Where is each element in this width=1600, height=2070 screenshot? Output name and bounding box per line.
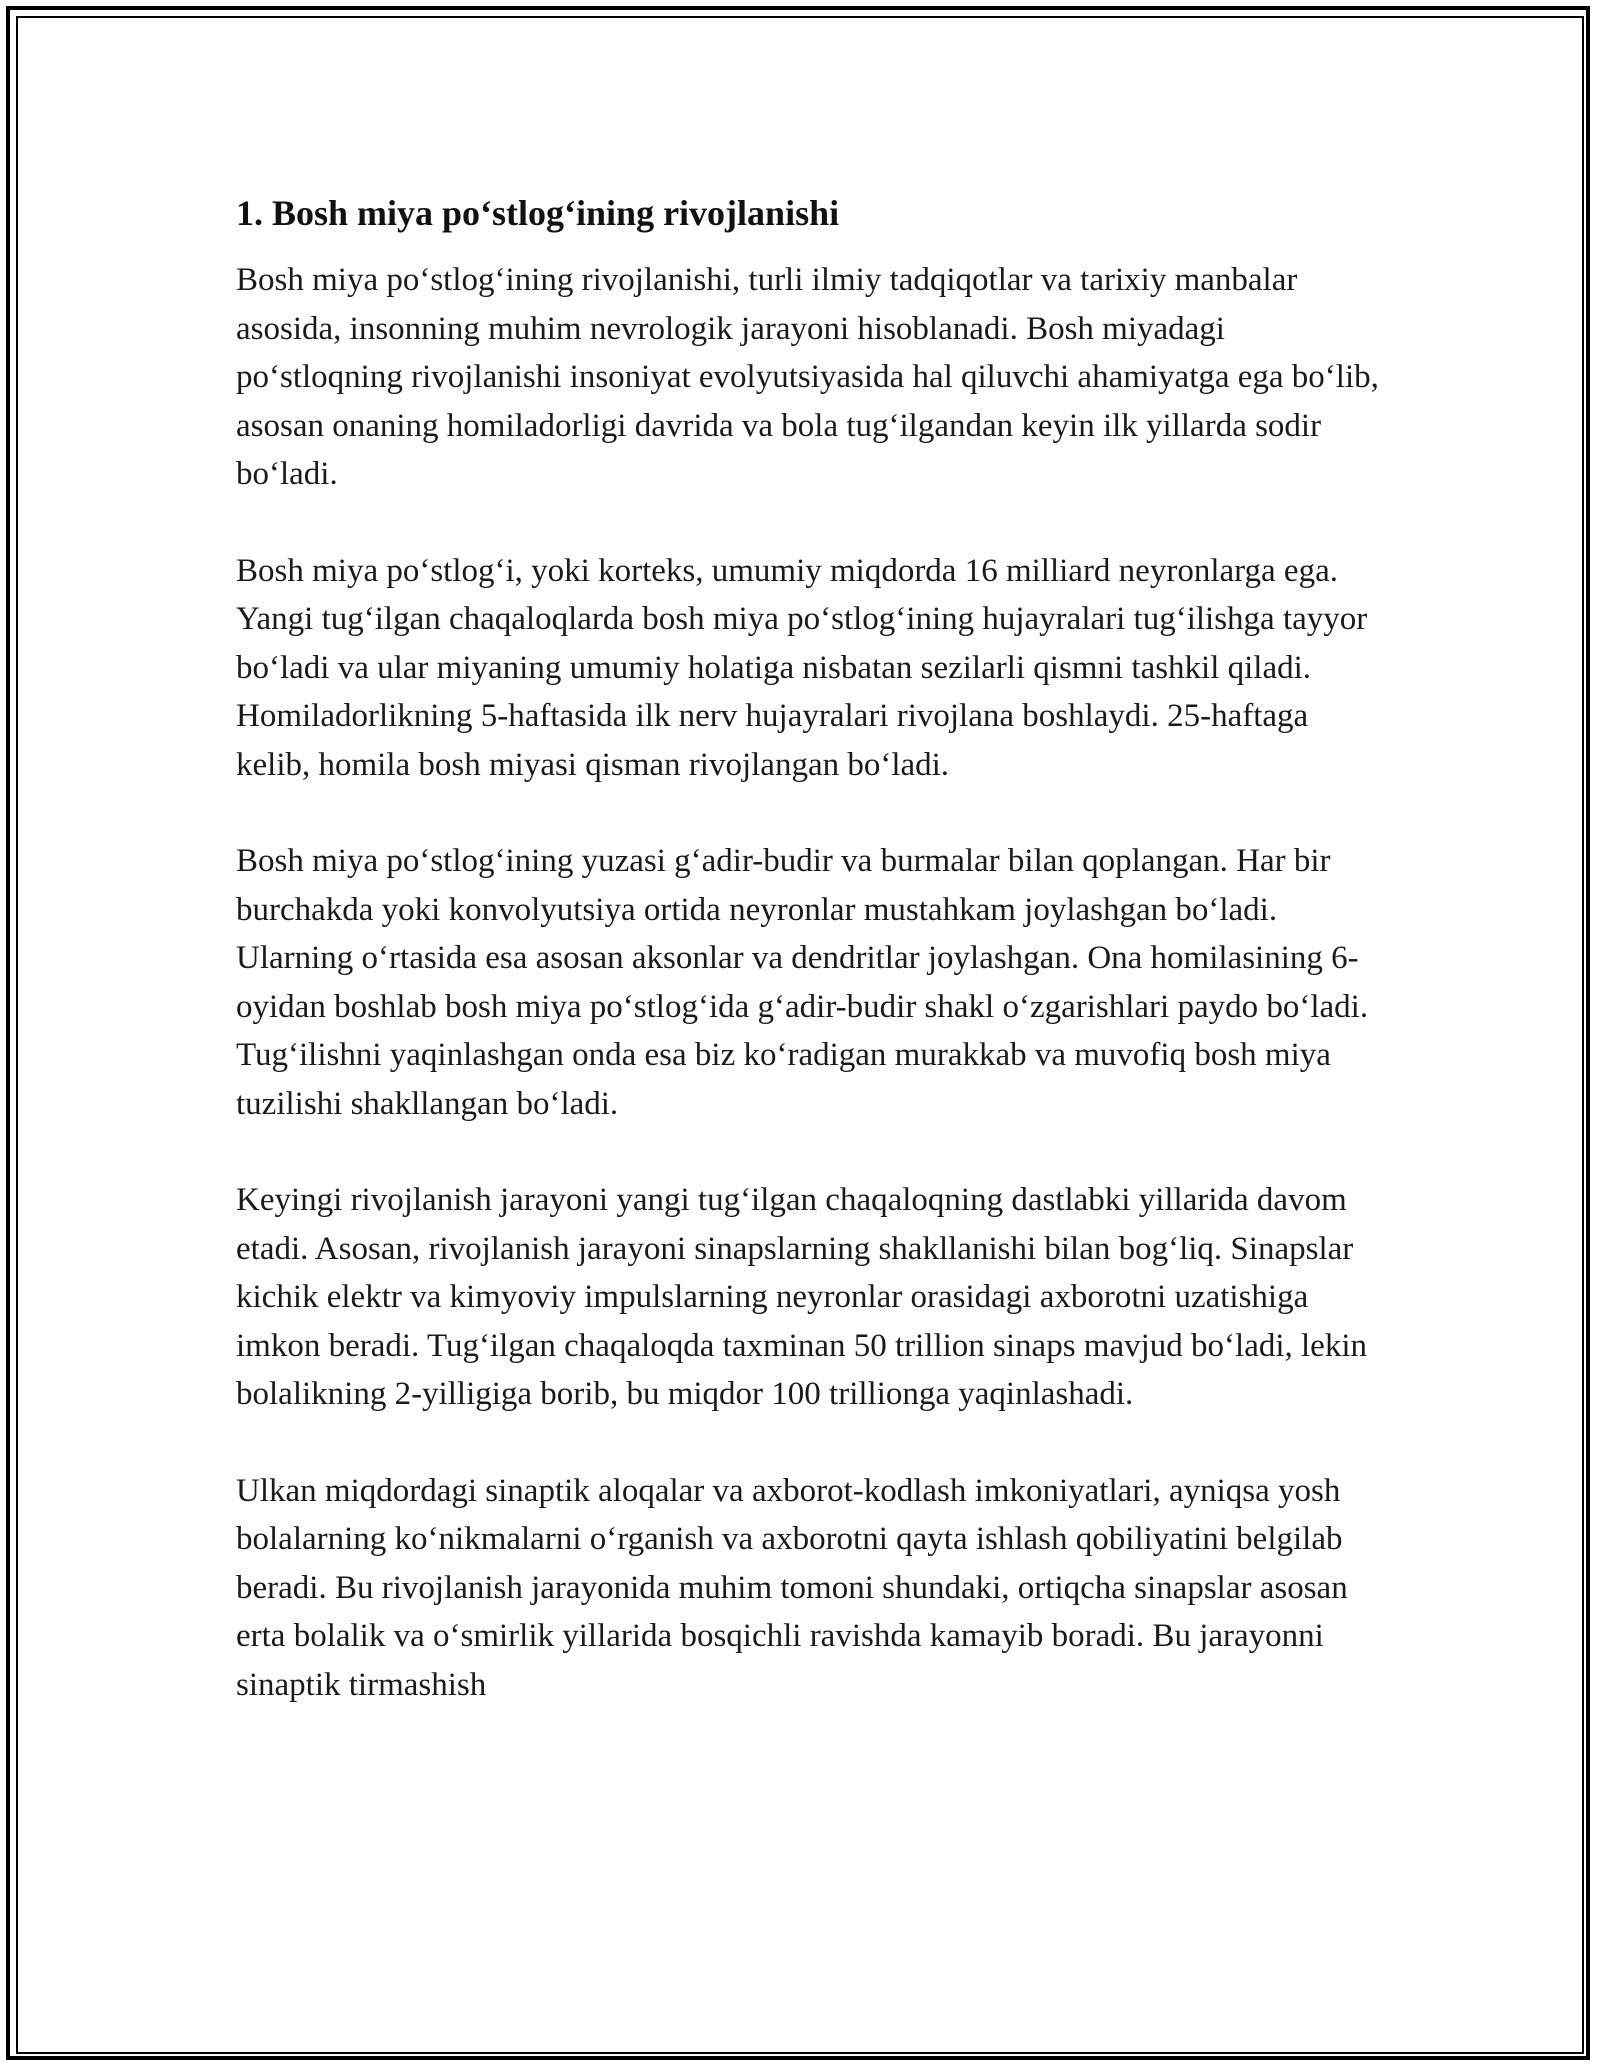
paragraph-2: Bosh miya po‘stlog‘i, yoki korteks, umumiy miqdorda 16 milliard neyronlarga ega. Yangi tug‘ilgan chaqaloqlarda bosh miya po‘stlog‘ining hujayralari tug‘ilishga tayyor bo‘ladi va ular miyaning umumiy holatiga nisbatan sezilarli qismni tashkil qiladi. Homiladorlikning 5-haftasida ilk nerv hujayralari rivojlana boshlaydi. 25-haftaga kelib, homila bosh miyasi qisman rivojlangan bo‘ladi. [236,552,1368,783]
section-heading: 1. Bosh miya po‘stlog‘ining rivojlanishi [236,193,840,233]
paragraph-5: Ulkan miqdordagi sinaptik aloqalar va axborot-kodlash imkoniyatlari, ayniqsa yosh bolalarning ko‘nikmalarni o‘rganish va axborotni qayta ishlash qobiliyatini belgilab beradi. Bu rivojlanish jarayonida muhim tomoni shundaki, ortiqcha sinapslar asosan erta bolalik va o‘smirlik yillarida bosqichli ravishda kamayib boradi. Bu jarayonni sinaptik tirmashish [236,1472,1348,1703]
paragraph-1: Bosh miya po‘stlog‘ining rivojlanishi, turli ilmiy tadqiqotlar va tarixiy manbalar asosida, insonning muhim nevrologik jarayoni hisoblanadi. Bosh miyadagi po‘stloqning rivojlanishi insoniyat evolyutsiyasida hal qiluvchi ahamiyatga ega bo‘lib, asosan onaning homiladorligi davrida va bola tug‘ilgandan keyin ilk yillarda sodir bo‘ladi. [236,262,1379,492]
paragraph-3: Bosh miya po‘stlog‘ining yuzasi g‘adir-budir va burmalar bilan qoplangan. Har bir burchakda yoki konvolyutsiya ortida neyronlar mustahkam joylashgan bo‘ladi. Ularning o‘rtasida esa asosan aksonlar va dendritlar joylashgan. Ona homilasining 6-oyidan boshlab bosh miya po‘stlog‘ida g‘adir-budir shakl o‘zgarishlari paydo bo‘ladi. Tug‘ilishni yaqinlashgan onda esa biz ko‘radigan murakkab va muvofiq bosh miya tuzilishi shakllangan bo‘ladi. [236,843,1369,1122]
document-body [236,190,1386,1757]
paragraph-4: Keyingi rivojlanish jarayoni yangi tug‘ilgan chaqaloqning dastlabki yillarida davom etadi. Asosan, rivojlanish jarayoni sinapslarning shakllanishi bilan bog‘liq. Sinapslar kichik elektr va kimyoviy impulslarning neyronlar orasidagi axborotni uzatishiga imkon beradi. Tug‘ilgan chaqaloqda taxminan 50 trillion sinaps mavjud bo‘ladi, lekin bolalikning 2-yilligiga borib, bu miqdor 100 trillionga yaqinlashadi. [236,1182,1367,1412]
